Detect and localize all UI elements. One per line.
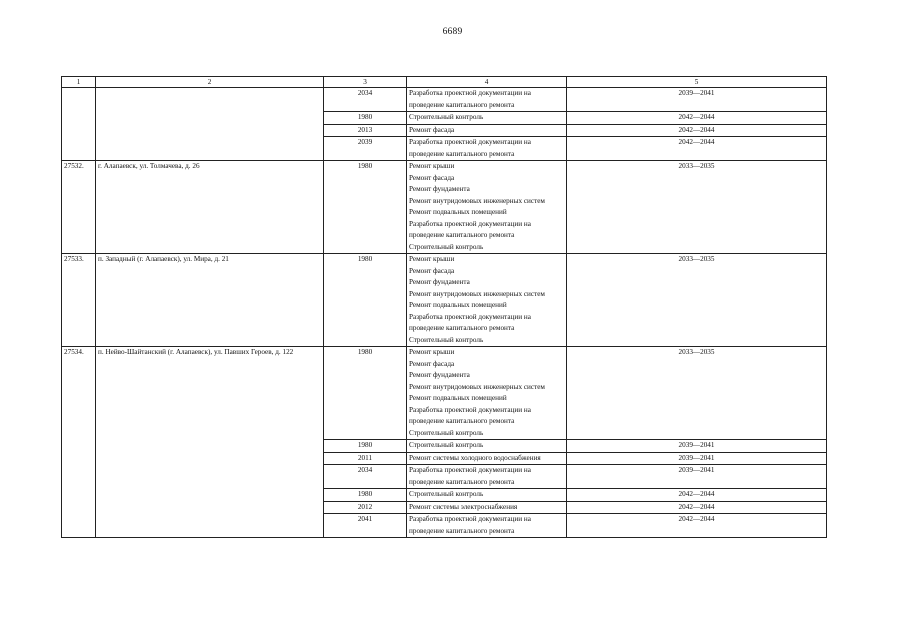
work-line: Строительный контроль <box>409 113 484 121</box>
work-line: Строительный контроль <box>409 335 484 344</box>
year-cell: 2034 <box>324 88 407 112</box>
work-line: Ремонт фундамента <box>409 278 470 286</box>
header-cell-3: 3 <box>324 77 407 88</box>
work-line: Ремонт фундамента <box>409 371 470 379</box>
table-row <box>62 254 827 347</box>
work-line: Ремонт крыши <box>409 162 455 170</box>
table-row <box>62 88 827 112</box>
term-cell: 2042—2044 <box>567 489 827 502</box>
term-cell: 2042—2044 <box>567 501 827 514</box>
term-cell: 2042—2044 <box>567 137 827 161</box>
work-line: Ремонт фасада <box>409 173 455 182</box>
entry-address: п. Нейво-Шайтанский (г. Алапаевск), ул. Павших Героев, д. 122 <box>96 347 324 538</box>
year-cell: 1980 <box>324 254 407 347</box>
year-cell: 1980 <box>324 489 407 502</box>
year-cell: 1980 <box>324 161 407 254</box>
work-cell <box>407 112 567 125</box>
header-row <box>62 77 827 88</box>
work-cell <box>407 161 567 254</box>
entry-number: 27534. <box>62 347 96 538</box>
repair-schedule-table <box>61 76 827 538</box>
work-line: Ремонт внутридомовых инженерных систем <box>409 196 545 205</box>
work-line: проведение капитального ремонта <box>409 149 515 158</box>
work-line: Разработка проектной документации на <box>409 405 531 414</box>
year-cell: 1980 <box>324 440 407 453</box>
year-cell: 2039 <box>324 137 407 161</box>
work-line: проведение капитального ремонта <box>409 231 515 239</box>
work-line: Ремонт фасада <box>409 266 455 275</box>
work-line: Ремонт фасада <box>409 125 455 134</box>
work-line: Ремонт системы электроснабжения <box>409 502 518 511</box>
year-cell: 1980 <box>324 347 407 440</box>
number-cell <box>62 88 96 161</box>
table-body <box>62 77 827 538</box>
work-cell <box>407 124 567 137</box>
work-line: Ремонт внутридомовых инженерных систем <box>409 382 545 391</box>
term-cell: 2042—2044 <box>567 112 827 125</box>
work-line: Ремонт подвальных помещений <box>409 394 507 402</box>
term-cell: 2039—2041 <box>567 440 827 453</box>
work-line: Разработка проектной документации на <box>409 219 531 228</box>
term-cell: 2033—2035 <box>567 161 827 254</box>
term-cell: 2039—2041 <box>567 465 827 489</box>
header-cell-2: 2 <box>96 77 324 88</box>
work-line: проведение капитального ремонта <box>409 526 515 535</box>
work-cell <box>407 465 567 489</box>
work-line: Ремонт фундамента <box>409 185 470 193</box>
work-line: Строительный контроль <box>409 428 484 437</box>
work-line: Строительный контроль <box>409 441 484 449</box>
year-cell: 2041 <box>324 514 407 538</box>
work-line: Ремонт фасада <box>409 359 455 368</box>
work-line: Строительный контроль <box>409 242 484 251</box>
work-cell <box>407 501 567 514</box>
entry-number: 27532. <box>62 161 96 254</box>
entry-number: 27533. <box>62 254 96 347</box>
year-cell: 2011 <box>324 452 407 465</box>
work-cell <box>407 88 567 112</box>
work-cell <box>407 440 567 453</box>
work-line: проведение капитального ремонта <box>409 100 515 109</box>
term-cell: 2033—2035 <box>567 347 827 440</box>
entry-address: г. Алапаевск, ул. Толмачева, д. 26 <box>96 161 324 254</box>
work-line: Разработка проектной документации на <box>409 466 531 474</box>
work-line: проведение капитального ремонта <box>409 477 515 486</box>
year-cell: 2034 <box>324 465 407 489</box>
work-cell <box>407 137 567 161</box>
work-line: Разработка проектной документации на <box>409 312 531 321</box>
work-line: Ремонт подвальных помещений <box>409 301 507 309</box>
work-cell <box>407 254 567 347</box>
work-line: проведение капитального ремонта <box>409 417 515 425</box>
work-cell <box>407 347 567 440</box>
work-line: Ремонт крыши <box>409 255 455 263</box>
term-cell: 2039—2041 <box>567 88 827 112</box>
work-line: Ремонт системы холодного водоснабжения <box>409 453 541 462</box>
header-cell-4: 4 <box>407 77 567 88</box>
work-line: проведение капитального ремонта <box>409 324 515 332</box>
work-line: Ремонт крыши <box>409 348 455 356</box>
header-cell-5: 5 <box>567 77 827 88</box>
entry-address: п. Западный (г. Алапаевск), ул. Мира, д. 21 <box>96 254 324 347</box>
table-row <box>62 347 827 440</box>
year-cell: 2012 <box>324 501 407 514</box>
term-cell: 2033—2035 <box>567 254 827 347</box>
work-line: Ремонт подвальных помещений <box>409 208 507 216</box>
term-cell: 2042—2044 <box>567 124 827 137</box>
work-line: Ремонт внутридомовых инженерных систем <box>409 289 545 298</box>
work-cell <box>407 514 567 538</box>
address-cell <box>96 88 324 161</box>
work-line: Разработка проектной документации на <box>409 138 531 146</box>
work-cell <box>407 489 567 502</box>
term-cell: 2042—2044 <box>567 514 827 538</box>
term-cell: 2039—2041 <box>567 452 827 465</box>
work-cell <box>407 452 567 465</box>
work-line: Разработка проектной документации на <box>409 89 531 97</box>
year-cell: 1980 <box>324 112 407 125</box>
table-row <box>62 161 827 254</box>
work-line: Строительный контроль <box>409 490 484 498</box>
year-cell: 2013 <box>324 124 407 137</box>
header-cell-1: 1 <box>62 77 96 88</box>
work-line: Разработка проектной документации на <box>409 515 531 523</box>
page-number: 6689 <box>442 27 463 37</box>
